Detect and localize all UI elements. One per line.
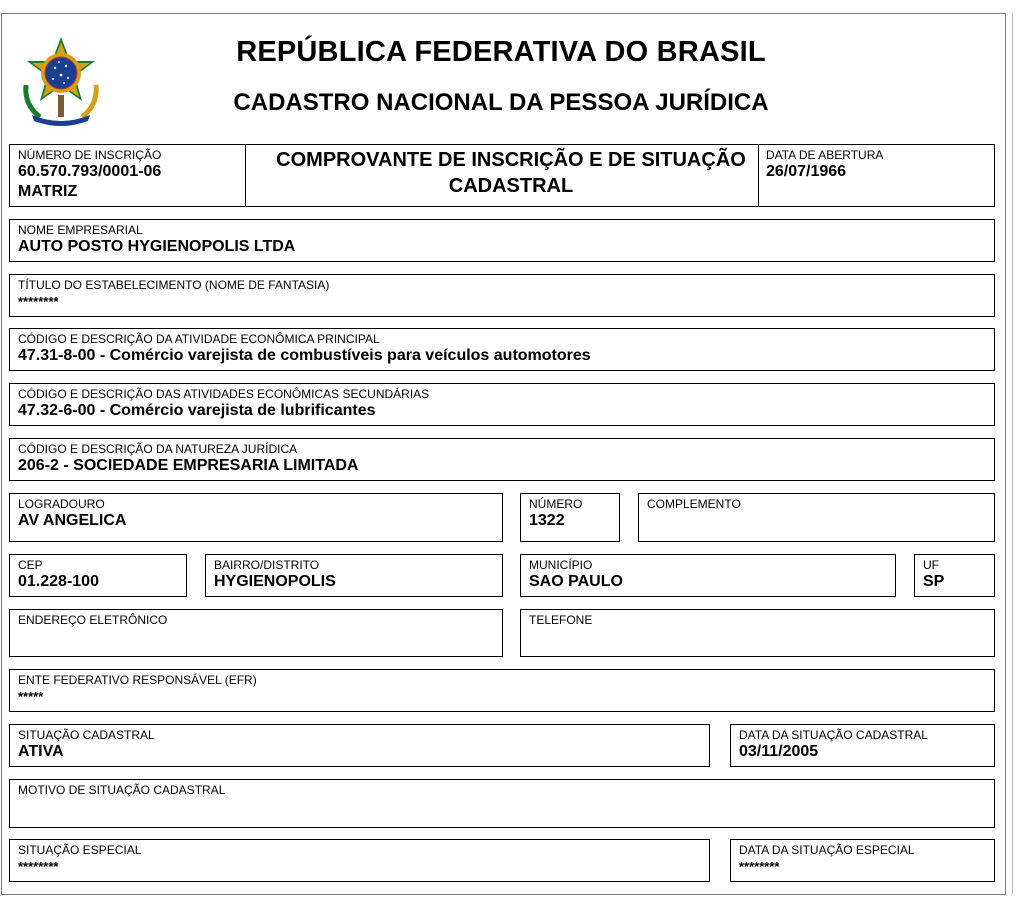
bairro-value: HYGIENOPOLIS	[214, 573, 336, 590]
page-edge	[1012, 13, 1013, 895]
abertura-group	[766, 148, 883, 182]
bairro-label: BAIRRO/DISTRITO	[214, 558, 320, 572]
atividade-principal-label: CÓDIGO E DESCRIÇÃO DA ATIVIDADE ECONÔMICA PRINCIPAL	[18, 332, 380, 346]
situacao-box	[9, 724, 710, 767]
efr-label: ENTE FEDERATIVO RESPONSÁVEL (EFR)	[18, 673, 257, 687]
complemento-label: COMPLEMENTO	[647, 497, 741, 511]
titulo-box	[9, 274, 995, 317]
efr-value: *****	[18, 689, 44, 704]
especial-label: SITUAÇÃO ESPECIAL	[18, 843, 142, 857]
data-especial-value: ********	[739, 859, 780, 874]
numero-value: 1322	[529, 512, 565, 529]
nome-label: NOME EMPRESARIAL	[18, 223, 143, 237]
document-title: COMPROVANTE DE INSCRIÇÃO E DE SITUAÇÃO CADASTRAL	[276, 149, 746, 197]
email-label: ENDEREÇO ELETRÔNICO	[18, 613, 168, 627]
natureza-label: CÓDIGO E DESCRIÇÃO DA NATUREZA JURÍDICA	[18, 442, 298, 456]
especial-value: ********	[18, 859, 59, 874]
country-title: REPÚBLICA FEDERATIVA DO BRASIL	[236, 36, 766, 68]
cep-box	[9, 554, 187, 597]
logradouro-box	[9, 493, 503, 542]
titulo-value: ********	[18, 294, 59, 309]
registry-title: CADASTRO NACIONAL DA PESSOA JURÍDICA	[233, 89, 769, 116]
inscricao-group	[18, 148, 161, 202]
atividade-principal-value: 47.31-8-00 - Comércio varejista de combustíveis para veículos automotores	[18, 347, 591, 364]
data-situacao-value: 03/11/2005	[739, 743, 819, 760]
email-box	[9, 609, 503, 657]
municipio-value: SAO PAULO	[529, 573, 623, 590]
divider	[245, 145, 246, 206]
logradouro-value: AV ANGELICA	[18, 512, 127, 529]
numero-label: NÚMERO	[529, 497, 583, 511]
telefone-label: TELEFONE	[529, 613, 593, 627]
nome-empresarial-box	[9, 219, 995, 262]
inscricao-type: MATRIZ	[18, 183, 78, 200]
data-situacao-box	[730, 724, 995, 767]
situacao-value: ATIVA	[18, 743, 64, 760]
municipio-box	[520, 554, 896, 597]
data-especial-box	[730, 839, 995, 882]
cep-value: 01.228-100	[18, 573, 99, 590]
inscricao-value: 60.570.793/0001-06	[18, 163, 162, 180]
uf-label: UF	[923, 558, 939, 572]
uf-box	[914, 554, 995, 597]
divider	[758, 145, 759, 206]
titulo-label: TÍTULO DO ESTABELECIMENTO (NOME DE FANTASIA)	[18, 278, 330, 292]
cep-label: CEP	[18, 558, 43, 572]
telefone-box	[520, 609, 995, 657]
situacao-label: SITUAÇÃO CADASTRAL	[18, 728, 155, 742]
abertura-value: 26/07/1966	[766, 163, 847, 180]
bairro-box	[205, 554, 503, 597]
motivo-box	[9, 779, 995, 828]
data-situacao-label: DATA DA SITUAÇÃO CADASTRAL	[739, 728, 928, 742]
abertura-label: DATA DE ABERTURA	[766, 148, 884, 162]
municipio-label: MUNICÍPIO	[529, 558, 593, 572]
atividade-principal-box	[9, 328, 995, 371]
numero-box	[520, 493, 620, 542]
complemento-box	[638, 493, 995, 542]
data-especial-label: DATA DA SITUAÇÃO ESPECIAL	[739, 843, 915, 857]
atividade-secundaria-value: 47.32-6-00 - Comércio varejista de lubrificantes	[18, 402, 376, 419]
nome-value: AUTO POSTO HYGIENOPOLIS LTDA	[18, 238, 296, 255]
atividade-secundaria-label: CÓDIGO E DESCRIÇÃO DAS ATIVIDADES ECONÔMICAS SECUNDÁRIAS	[18, 387, 430, 401]
situacao-especial-box	[9, 839, 710, 882]
motivo-label: MOTIVO DE SITUAÇÃO CADASTRAL	[18, 783, 226, 797]
top-row-box	[9, 144, 995, 207]
natureza-value: 206-2 - SOCIEDADE EMPRESARIA LIMITADA	[18, 457, 359, 474]
efr-box	[9, 669, 995, 712]
uf-value: SP	[923, 573, 945, 590]
natureza-juridica-box	[9, 438, 995, 481]
logradouro-label: LOGRADOURO	[18, 497, 105, 511]
inscricao-label: NÚMERO DE INSCRIÇÃO	[18, 148, 162, 162]
atividade-secundaria-box	[9, 383, 995, 426]
